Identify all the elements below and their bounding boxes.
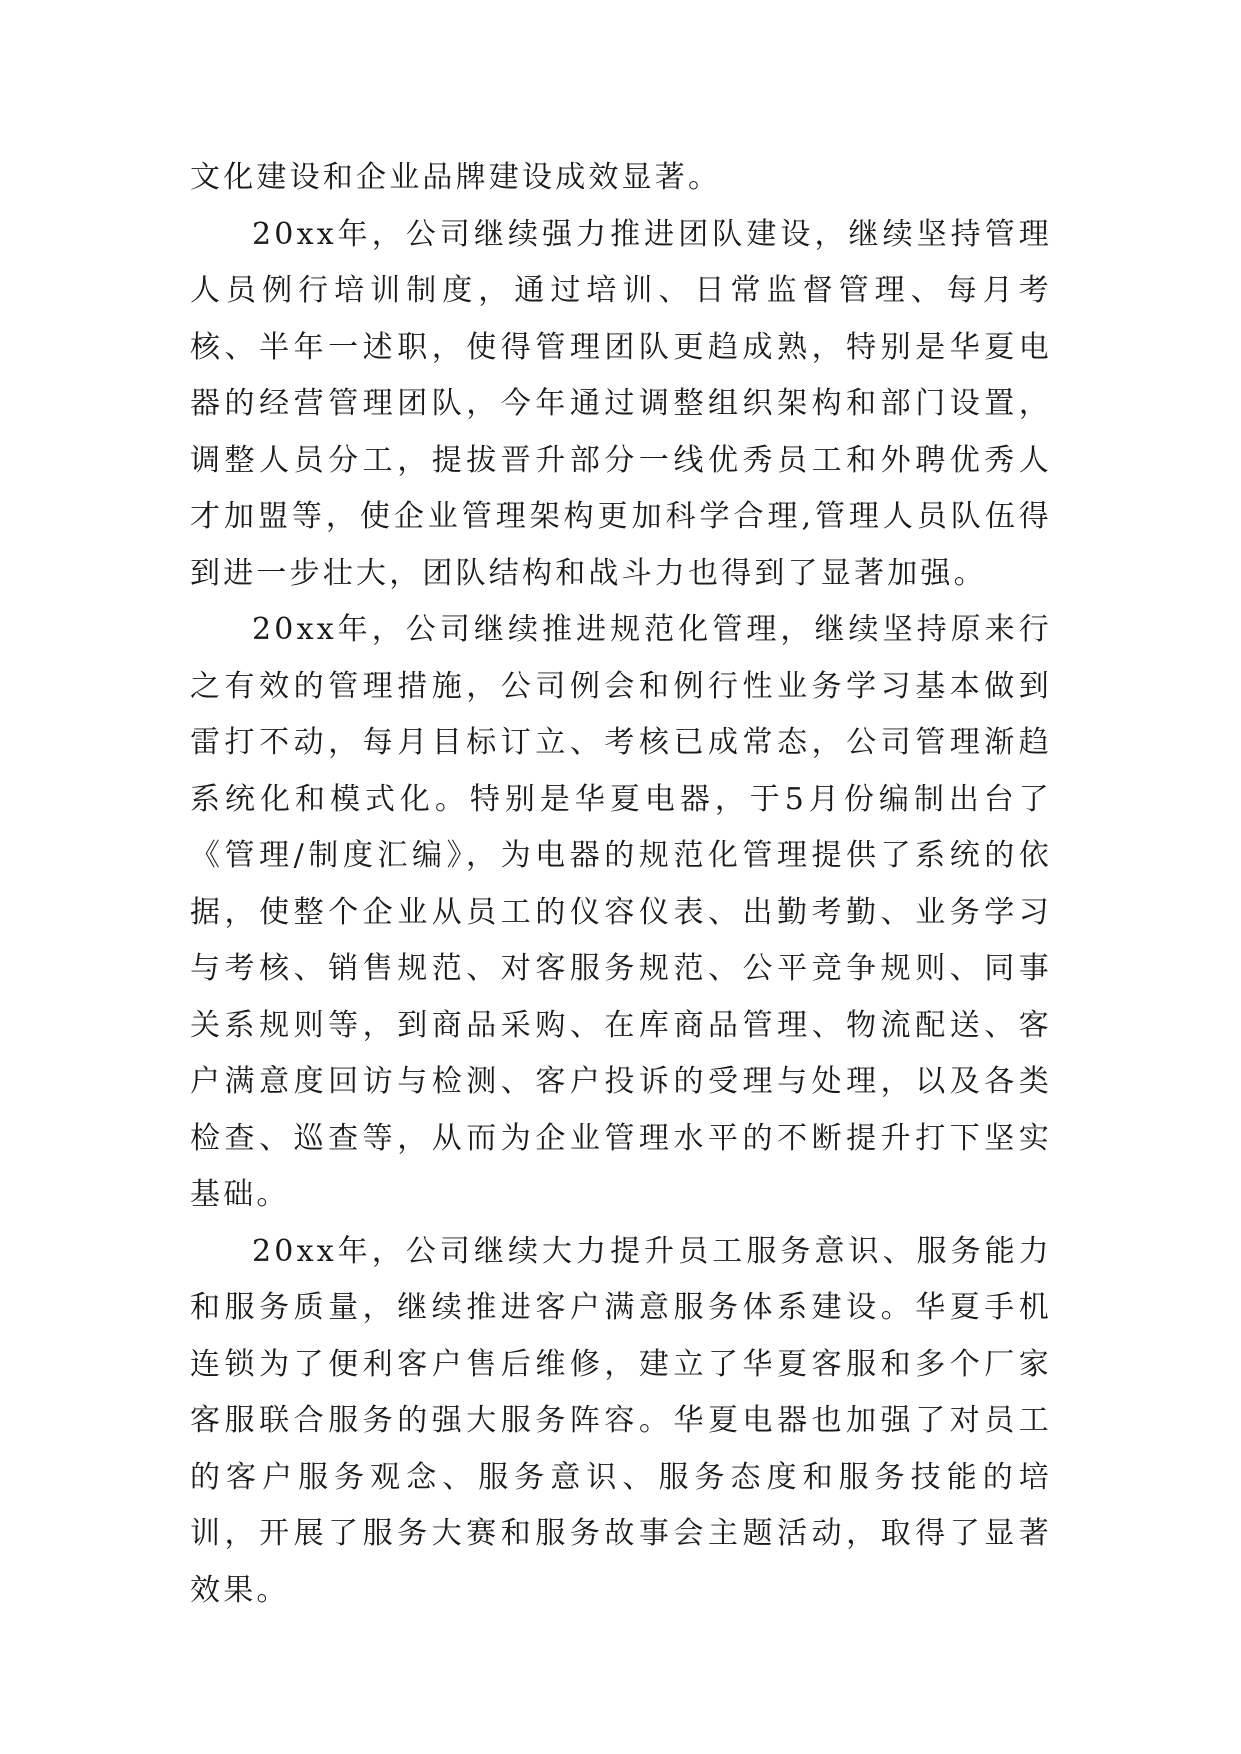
document-body [190,150,1052,1619]
paragraph-continuation: 文化建设和企业品牌建设成效显著。 [190,160,722,195]
paragraph-customer-service: 20xx年，公司继续大力提升员工服务意识、服务能力和服务质量，继续推进客户满意服务体系建设。华夏手机连锁为了便利客户售后维修，建立了华夏客服和多个厂家客服联合服务的强大服务阵容。华夏电器也加强了对员工的客户服务观念、服务意识、服务态度和服务技能的培训，开展了服务大赛和服务故事会主题活动，取得了显著效果。 [190,1233,1052,1608]
paragraph-standardized-management: 20xx年，公司继续推进规范化管理，继续坚持原来行之有效的管理措施，公司例会和例行性业务学习基本做到雷打不动，每月目标订立、考核已成常态，公司管理渐趋系统化和模式化。特别是华夏电器，于5月份编制出台了《管理/制度汇编》，为电器的规范化管理提供了系统的依据，使整个企业从员工的仪容仪表、出勤考勤、业务学习与考核、销售规范、对客服务规范、公平竞争规则、同事关系规则等，到商品采购、在库商品管理、物流配送、客户满意度回访与检测、客户投诉的受理与处理，以及各类检查、巡查等，从而为企业管理水平的不断提升打下坚实基础。 [190,612,1052,1212]
paragraph-team-building: 20xx年，公司继续强力推进团队建设，继续坚持管理人员例行培训制度，通过培训、日常监督管理、每月考核、半年一述职，使得管理团队更趋成熟，特别是华夏电器的经营管理团队，今年通过调整组织架构和部门设置，调整人员分工，提拔晋升部分一线优秀员工和外聘优秀人才加盟等，使企业管理架构更加科学合理,管理人员队伍得到进一步壮大，团队结构和战斗力也得到了显著加强。 [190,216,1052,591]
